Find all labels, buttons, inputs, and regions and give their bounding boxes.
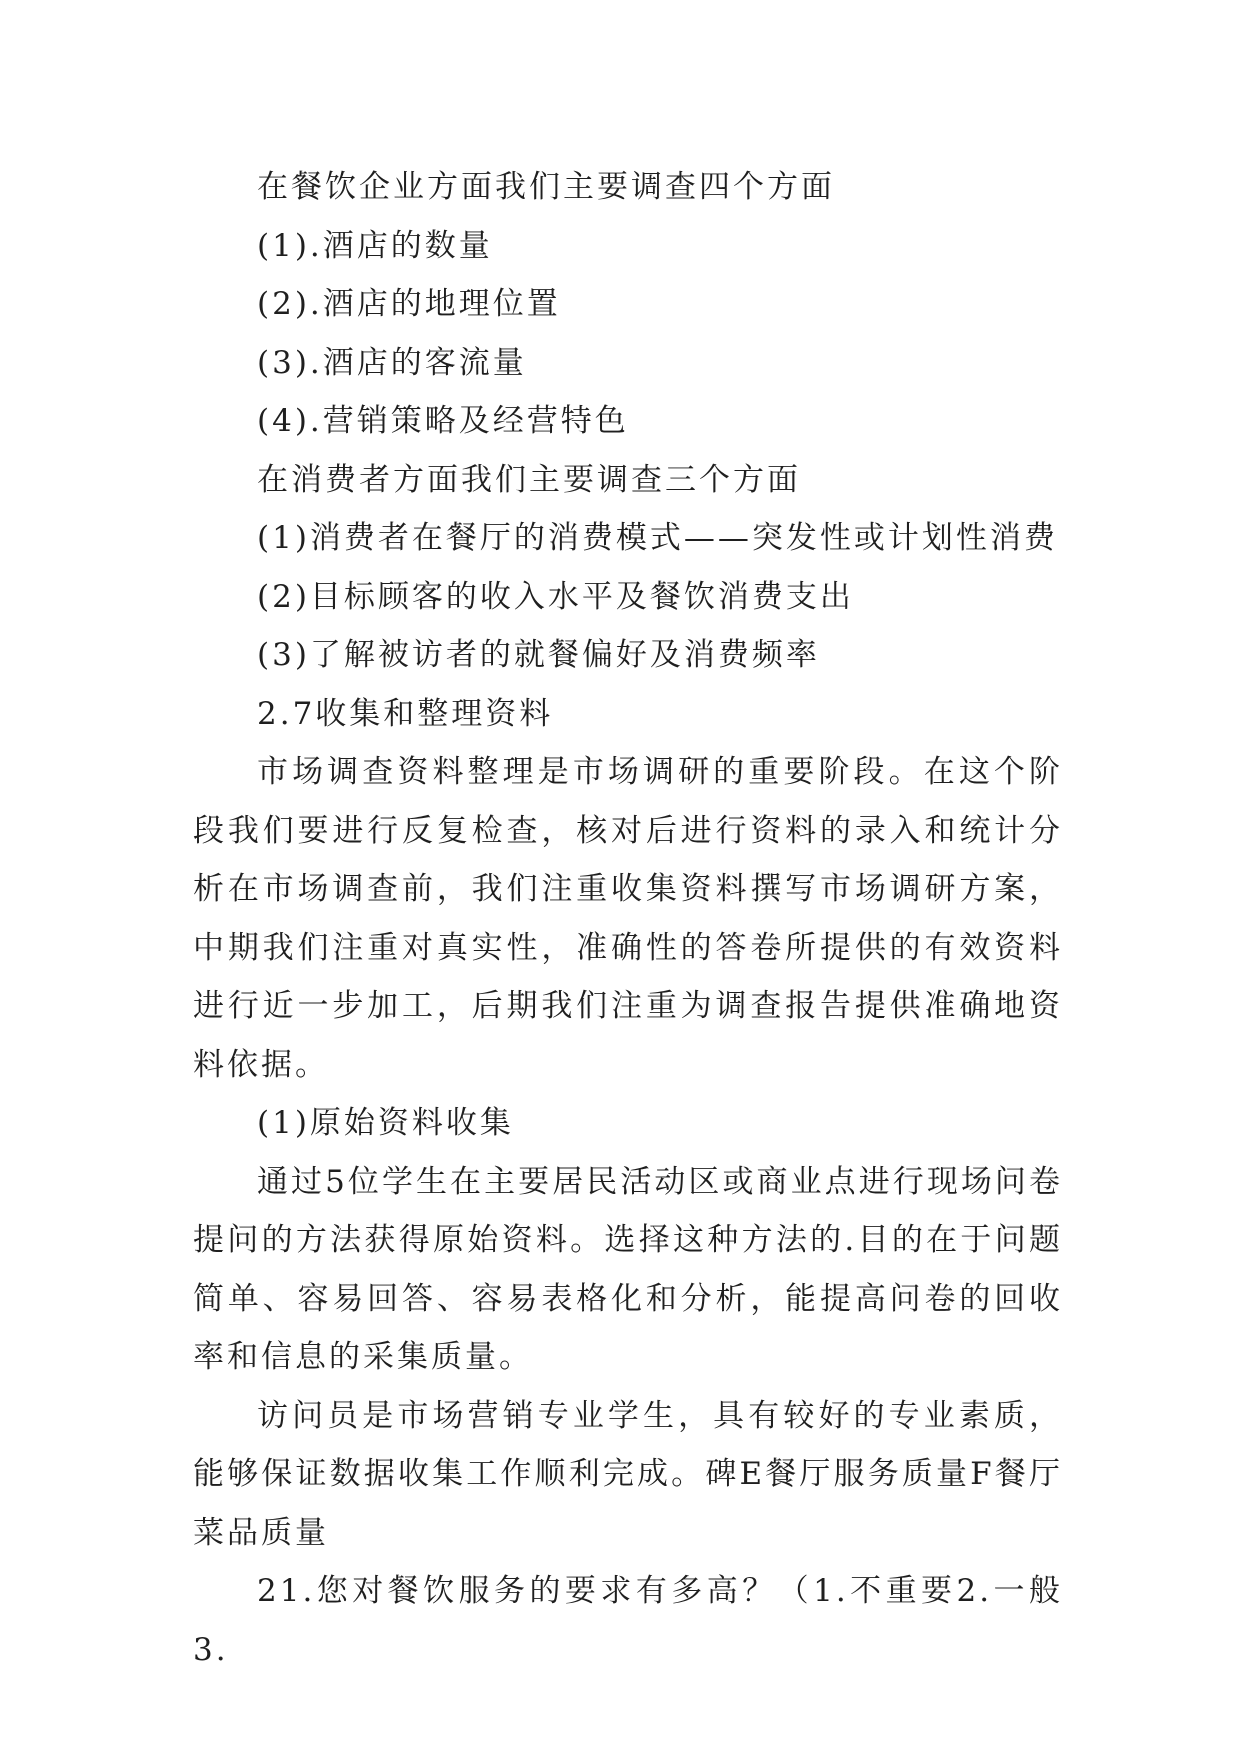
list-item-hotel-location: (2).酒店的地理位置 [257,286,561,322]
section-heading-data-collection: 2.7收集和整理资料 [257,695,554,732]
list-item-hotel-customer-flow: (3).酒店的客流量 [257,344,527,381]
paragraph-enterprise-survey-intro: 在餐饮企业方面我们主要调查四个方面 [257,169,835,205]
list-item-hotel-count: (1).酒店的数量 [257,227,493,264]
paragraph-question-21: 21.您对餐饮服务的要求有多高？（1.不重要2.一般3. [193,1573,1063,1668]
list-item-dining-preference: (3)了解被访者的就餐偏好及消费频率 [257,637,820,673]
document-body [193,158,1063,1679]
list-item-income-level: (2)目标顾客的收入水平及餐饮消费支出 [257,578,854,615]
list-item-consumption-pattern: (1)消费者在餐厅的消费模式——突发性或计划性消费 [257,520,1058,556]
paragraph-interviewers: 访问员是市场营销专业学生，具有较好的专业素质，能够保证数据收集工作顺利完成。碑E餐厅服务质量F餐厅菜品质量 [193,1397,1063,1551]
paragraph-consumer-survey-intro: 在消费者方面我们主要调查三个方面 [257,461,801,498]
paragraph-data-organization: 市场调查资料整理是市场调研的重要阶段。在这个阶段我们要进行反复检查，核对后进行资料的录入和统计分析在市场调查前，我们注重收集资料撰写市场调研方案，中期我们注重对真实性，准确性的答卷所提供的有效资料进行近一步加工，后期我们注重为调查报告提供准确地资料依据。 [193,754,1063,1083]
list-item-marketing-strategy: (4).营销策略及经营特色 [257,403,629,439]
subheading-raw-data-collection: (1)原始资料收集 [257,1105,514,1141]
paragraph-survey-method: 通过5位学生在主要居民活动区或商业点进行现场问卷提问的方法获得原始资料。选择这种方法的.目的在于问题简单、容易回答、容易表格化和分析，能提高问卷的回收率和信息的采集质量。 [193,1163,1063,1375]
